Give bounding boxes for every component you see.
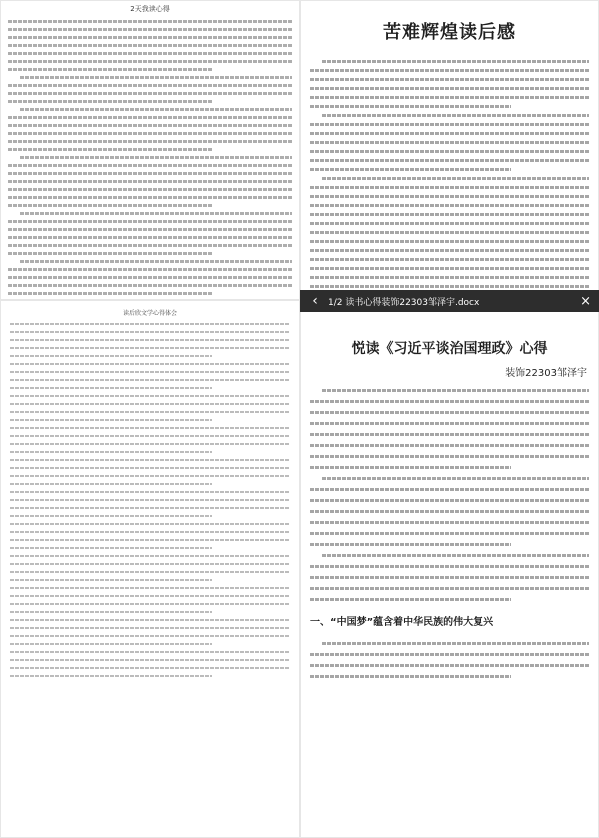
text-line [8,284,292,287]
text-line [310,69,589,72]
page-4-text-block-2 [300,632,599,678]
text-line [310,213,589,216]
text-line [8,252,212,255]
text-line [10,499,290,501]
text-line [310,96,589,99]
text-line [8,188,292,191]
text-line [10,355,212,357]
text-line [310,587,589,590]
text-line [10,643,212,645]
text-line [8,60,292,63]
text-line [10,547,212,549]
text-line [10,419,212,421]
text-line [310,510,589,513]
text-line [20,212,292,215]
page-3-title: 读后欣文学心得体会 [122,310,177,317]
text-line [10,363,290,365]
page-4-text-block [300,379,599,601]
text-line [10,651,290,653]
text-line [310,532,589,535]
text-line [310,249,589,252]
text-line [8,228,292,231]
text-line [10,427,290,429]
text-line [310,664,589,667]
text-line [310,186,589,189]
text-line [8,52,292,55]
text-line [310,195,589,198]
text-line [8,164,292,167]
text-line [8,220,292,223]
text-line [310,204,589,207]
text-line [310,141,589,144]
text-line [310,400,589,403]
text-line [10,467,290,469]
text-line [8,236,292,239]
document-label: 1/2 读书心得装饰22303邹泽宇.docx [328,297,480,308]
text-line [20,76,292,79]
text-line [10,555,290,557]
text-line [310,240,589,243]
text-line [322,60,589,63]
text-line [10,411,290,413]
text-line [10,515,212,517]
text-line [10,667,290,669]
text-line [10,371,290,373]
text-line [10,347,290,349]
text-line [10,659,290,661]
text-line [10,611,212,613]
text-line [8,92,292,95]
text-line [310,105,511,108]
text-line [8,148,212,151]
text-line [10,403,290,405]
text-line [310,521,589,524]
text-line [310,422,589,425]
text-line [8,268,292,271]
section-heading: 一、“中国梦”蕴含着中华民族的伟大复兴 [310,617,494,628]
text-line [8,172,292,175]
text-line [8,44,292,47]
text-line [8,84,292,87]
page-1-text-block [0,14,300,295]
text-line [310,231,589,234]
text-line [310,411,589,414]
text-line [322,554,589,557]
text-line [8,180,292,183]
text-line [322,477,589,480]
text-line [8,68,212,71]
text-line [20,260,292,263]
text-line [310,565,589,568]
text-line [10,531,290,533]
text-line [310,466,511,469]
text-line [8,36,292,39]
text-line [10,571,290,573]
text-line [310,276,589,279]
text-line [10,603,290,605]
text-line [10,435,290,437]
text-line [8,20,292,23]
text-line [10,595,290,597]
text-line [8,100,212,103]
text-line [8,204,212,207]
text-line [10,443,290,445]
text-line [8,116,292,119]
text-line [322,642,589,645]
text-line [310,543,511,546]
text-line [310,150,589,153]
text-line [310,576,589,579]
text-line [8,292,212,295]
text-line [310,267,589,270]
text-line [310,132,589,135]
text-line [10,395,290,397]
text-line [10,587,290,589]
text-line [20,156,292,159]
text-line [10,483,212,485]
text-line [10,627,290,629]
text-line [310,87,589,90]
text-line [322,389,589,392]
text-line [10,323,290,325]
text-line [10,339,290,341]
close-icon[interactable]: × [580,293,591,309]
page-2-title: 苦难辉煌读后感 [383,22,516,43]
text-line [10,331,290,333]
text-line [10,619,290,621]
text-line [310,488,589,491]
doc-page-3-preview[interactable] [0,300,300,838]
author-byline: 装饰22303邹泽宇 [505,368,587,379]
text-line [10,539,290,541]
doc-page-2-preview[interactable] [300,0,599,300]
text-line [10,459,290,461]
text-line [20,108,292,111]
doc-page-4-preview[interactable] [300,300,599,838]
page-3-text-block [0,317,300,677]
text-line [310,168,511,171]
text-line [310,499,589,502]
text-line [10,635,290,637]
text-line [310,285,589,288]
text-line [8,196,292,199]
text-line [310,675,511,678]
text-line [8,276,292,279]
text-line [310,433,589,436]
text-line [8,140,292,143]
text-line [310,258,589,261]
text-line [8,124,292,127]
document-viewer-bar [300,290,599,312]
text-line [310,123,589,126]
text-line [10,451,212,453]
page-2-text-block [300,44,599,300]
text-line [10,507,290,509]
text-line [10,579,212,581]
text-line [10,563,290,565]
doc-page-1-preview[interactable] [0,0,300,300]
text-line [310,222,589,225]
text-line [310,159,589,162]
text-line [322,114,589,117]
text-line [10,523,290,525]
text-line [310,598,511,601]
text-line [10,675,212,677]
text-line [310,455,589,458]
text-line [322,177,589,180]
text-line [8,132,292,135]
text-line [310,653,589,656]
text-line [10,491,290,493]
text-line [8,28,292,31]
back-arrow-icon[interactable]: ‹ [312,293,318,309]
text-line [310,78,589,81]
text-line [10,379,290,381]
page-4-title: 悦读《习近平谈治国理政》心得 [351,341,548,357]
text-line [10,387,212,389]
page-1-title: 2天我读心得 [130,5,170,13]
text-line [8,244,292,247]
text-line [10,475,290,477]
text-line [310,444,589,447]
